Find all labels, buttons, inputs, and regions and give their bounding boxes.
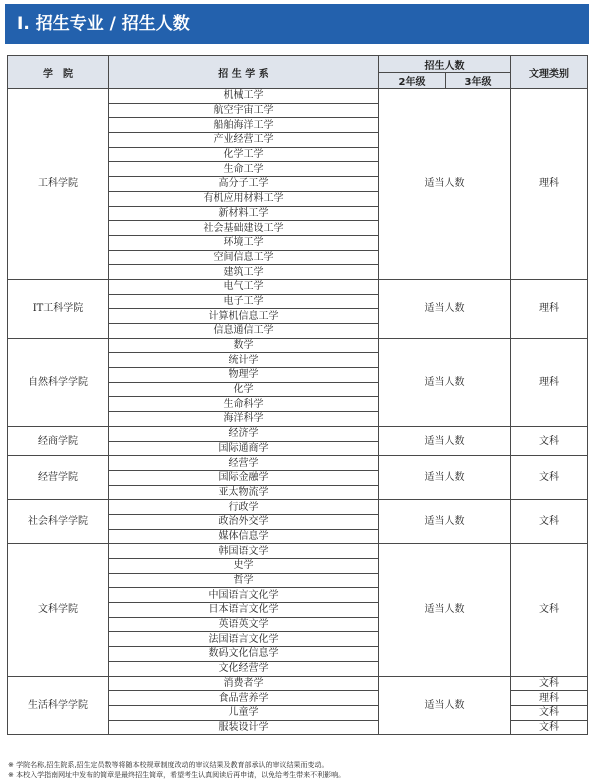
quota-value: 适当人数 [379,89,511,280]
department-name: 生命工学 [109,162,379,177]
department-name: 日本语言文化学 [109,603,379,618]
category-value: 理科 [511,89,588,280]
department-name: 消费者学 [109,676,379,691]
department-name: 服装设计学 [109,720,379,735]
table-row [8,544,588,559]
section-title: Ⅰ. 招生专业 / 招生人数 [5,4,589,44]
department-name: 亚太物流学 [109,485,379,500]
college-name: 工科学院 [8,89,109,280]
department-name: 英语英文学 [109,617,379,632]
department-name: 国际金融学 [109,470,379,485]
table-body [8,89,588,735]
department-name: 计算机信息工学 [109,309,379,324]
department-name: 空间信息工学 [109,250,379,265]
category-value: 文科 [511,720,588,735]
header-category: 文理类别 [511,56,588,89]
college-name: 社会科学学院 [8,500,109,544]
table-row [8,426,588,441]
note-line: ※ 本校入学指南网址中发布的简章是最终招生简章，希望考生认真阅读后再申请，以免给考生带来不利影响。 [8,771,346,779]
category-value: 文科 [511,676,588,691]
header-grade3: 3年级 [446,73,511,89]
header-department: 招 生 学 系 [109,56,379,89]
department-name: 文化经营学 [109,661,379,676]
department-name: 生命科学 [109,397,379,412]
department-name: 电子工学 [109,294,379,309]
header-grade2: 2年级 [379,73,446,89]
quota-value: 适当人数 [379,338,511,426]
department-name: 高分子工学 [109,177,379,192]
table-row [8,279,588,294]
category-value: 文科 [511,456,588,500]
department-name: 信息通信工学 [109,324,379,339]
college-name: 经商学院 [8,426,109,455]
department-name: 哲学 [109,573,379,588]
department-name: 电气工学 [109,279,379,294]
department-name: 儿童学 [109,705,379,720]
category-value: 文科 [511,426,588,455]
department-name: 法国语言文化学 [109,632,379,647]
notes [8,760,588,780]
quota-value: 适当人数 [379,676,511,735]
category-value: 理科 [511,279,588,338]
college-name: 生活科学学院 [8,676,109,735]
department-name: 船舶海洋工学 [109,118,379,133]
quota-value: 适当人数 [379,279,511,338]
department-name: 政治外交学 [109,514,379,529]
quota-value: 适当人数 [379,500,511,544]
department-name: 机械工学 [109,89,379,104]
department-name: 化学 [109,382,379,397]
admissions-table [7,55,588,735]
college-name: 文科学院 [8,544,109,676]
department-name: 物理学 [109,368,379,383]
department-name: 化学工学 [109,147,379,162]
college-name: 自然科学学院 [8,338,109,426]
category-value: 文科 [511,544,588,676]
category-value: 文科 [511,500,588,544]
department-name: 数码文化信息学 [109,647,379,662]
department-name: 数学 [109,338,379,353]
table-row [8,338,588,353]
header-quota: 招生人数 [379,56,511,73]
table-row [8,456,588,471]
header-college: 学 院 [8,56,109,89]
quota-value: 适当人数 [379,456,511,500]
department-name: 行政学 [109,500,379,515]
department-name: 建筑工学 [109,265,379,280]
table-row [8,89,588,104]
department-name: 统计学 [109,353,379,368]
department-name: 产业经营工学 [109,133,379,148]
quota-value: 适当人数 [379,426,511,455]
college-name: IT工科学院 [8,279,109,338]
table-row [8,500,588,515]
category-value: 文科 [511,705,588,720]
department-name: 史学 [109,559,379,574]
department-name: 媒体信息学 [109,529,379,544]
category-value: 理科 [511,691,588,706]
department-name: 经济学 [109,426,379,441]
department-name: 航空宇宙工学 [109,103,379,118]
department-name: 海洋科学 [109,412,379,427]
department-name: 经营学 [109,456,379,471]
department-name: 社会基础建设工学 [109,221,379,236]
department-name: 新材料工学 [109,206,379,221]
department-name: 食品营养学 [109,691,379,706]
department-name: 国际通商学 [109,441,379,456]
department-name: 有机应用材料工学 [109,191,379,206]
quota-value: 适当人数 [379,544,511,676]
category-value: 理科 [511,338,588,426]
college-name: 经营学院 [8,456,109,500]
department-name: 韩国语文学 [109,544,379,559]
note-line: ※ 学院名称,招生院系,招生定员数等将随本校规章制度改动的审议结果及教育部承认的审议结果而变动。 [8,761,329,769]
department-name: 中国语言文化学 [109,588,379,603]
department-name: 环境工学 [109,235,379,250]
table-row [8,676,588,691]
